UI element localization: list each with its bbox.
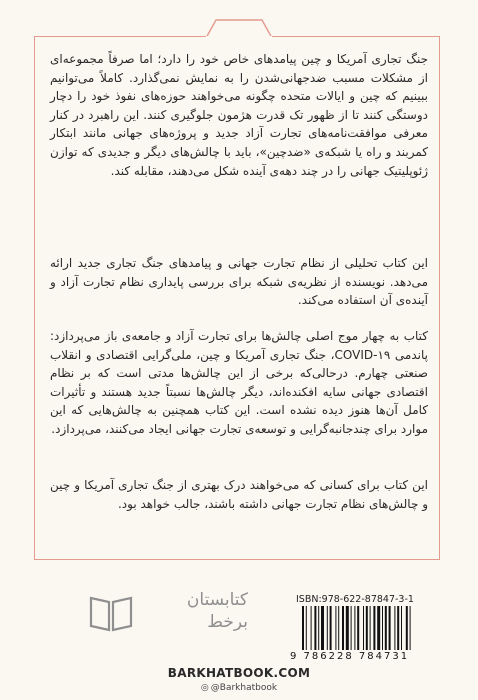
social-handle: @Barkhatbook [210, 683, 278, 693]
paragraph-audience: این کتاب برای کسانی که می‌خواهند درک بهتری از جنگ تجاری آمریکا و چین و چالش‌های نظام تجارت جهانی داشته باشند، جالب خواهد بود. [50, 478, 428, 511]
logo-text-line1: کتابستان [186, 590, 248, 610]
logo-text-line2: برخط [207, 612, 248, 632]
open-book-icon [88, 592, 134, 632]
isbn-label: ISBN:978-622-87847-3-1 [296, 594, 414, 605]
social-handle-row [0, 683, 478, 693]
instagram-icon: ◎ [200, 683, 209, 693]
publisher-website: BARKHATBOOK.COM [167, 666, 311, 680]
paragraph-challenges: کتاب به چهار موج اصلی چالش‌ها برای تجارت آزاد و جامعه‌ی باز می‌پردازد: پاندمی COVID-۱۹، جنگ تجاری آمریکا و چین، ملی‌گرایی اقتصادی و انقلاب صنعتی چهارم. درحالی‌که برخی از این چالش‌ها مدتی است که بر نظام اقتصادی جهانی سایه افکنده‌اند، دیگر چالش‌ها نسبتاً جدید هستند و تأثیرات کامل آن‌ها هنوز دیده نشده است. این کتاب همچنین به چالش‌هایی که این موارد برای چندجانبه‌گرایی و توسعه‌ی تجارت جهانی ایجاد می‌کنند، می‌پردازد. [50, 329, 428, 436]
publisher-logo [88, 586, 248, 638]
paragraph-summary: این کتاب تحلیلی از نظام تجارت جهانی و پیامدهای جنگ تجاری جدید ارائه می‌دهد. نویسنده از نظریه‌ی شبکه برای بررسی پایداری نظام تجارت آزاد و آینده‌ی آن استفاده می‌کند. [50, 256, 428, 308]
barcode-digits: 9 786228 784731 [290, 651, 410, 662]
paragraph-intro: جنگ تجاری آمریکا و چین پیامدهای خاص خود را دارد؛ اما صرفاً مجموعه‌ای از مشکلات مسبب ضدجهانی‌شدن را به نمایش نمی‌گذارد. کاملاً می‌توانیم ببینیم که چین و ایالات متحده چگونه می‌خواهند حوزه‌های نفوذ خود را دچار دوستگی کنند تا از ظهور تک قدرت هژمون جلوگیری کنند. این راهبرد در کنار معرفی موافقت‌نامه‌های تجارت آزاد جدید و پروژه‌های جهانی مانند ابتکار کمربند و راه یا شبکه‌ی «ضدچین»، باید با چالش‌های دیگر و جدیدی که توازن ژئوپلیتیک جهانی را در چند دهه‌ی آینده شکل می‌دهند، مقابله کند. [50, 52, 428, 178]
barcode-image [300, 606, 440, 650]
frame-tab-ornament [206, 18, 272, 40]
